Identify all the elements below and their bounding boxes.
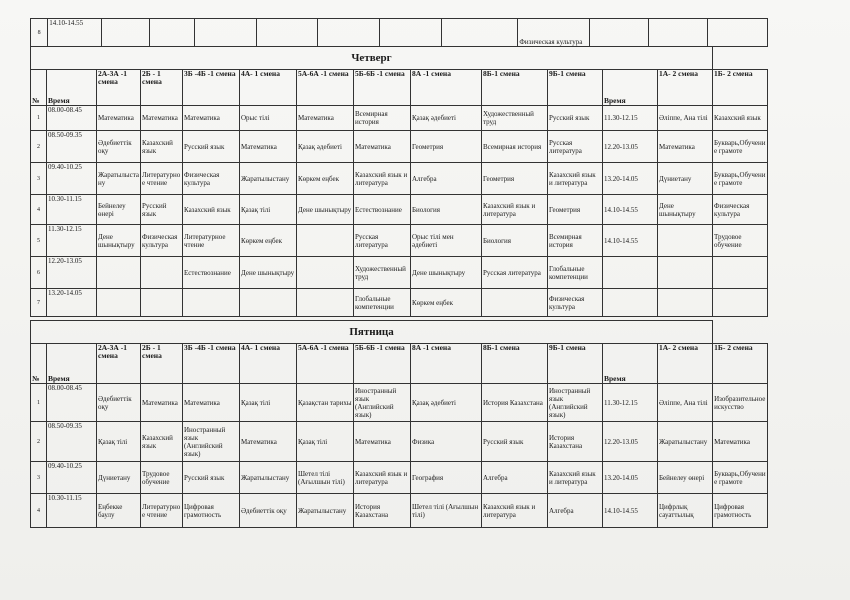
lesson-cell: Естествознание <box>354 195 411 225</box>
lesson-cell: Казахский язык и литература <box>548 163 603 195</box>
lesson-cell <box>297 289 354 317</box>
lesson-cell: Цифровая грамотность <box>183 494 240 528</box>
column-header-class: 2А-3А -1 смена <box>97 70 141 106</box>
lesson-cell <box>195 19 257 47</box>
lesson-cell: Қазақстан тарихы <box>297 384 354 422</box>
time-slot-second-shift: 14.10-14.55 <box>603 225 658 257</box>
lesson-cell: Всемирная история <box>548 225 603 257</box>
lesson-cell: Физическая культура <box>548 289 603 317</box>
row-number: 6 <box>31 257 47 289</box>
column-header-class: 2А-3А -1 смена <box>97 344 141 384</box>
lesson-cell <box>482 289 548 317</box>
lesson-cell <box>318 19 380 47</box>
lesson-cell: Казахский язык и литература <box>482 494 548 528</box>
lesson-cell: Әдебиеттік оқу <box>97 384 141 422</box>
row-number: 4 <box>31 494 47 528</box>
row-number: 1 <box>31 384 47 422</box>
lesson-cell: Геометрия <box>548 195 603 225</box>
time-slot-second-shift: 12.20-13.05 <box>603 131 658 163</box>
lesson-cell: Көркем еңбек <box>240 225 297 257</box>
table-row <box>31 195 768 225</box>
lesson-cell: Шетел тілі (Ағылшын тілі) <box>297 462 354 494</box>
lesson-cell: Физическая культура <box>518 19 589 47</box>
lesson-cell: Дене шынықтыру <box>297 195 354 225</box>
lesson-cell: Математика <box>354 422 411 462</box>
table-row <box>31 131 768 163</box>
lesson-cell: Глобальные компетенции <box>354 289 411 317</box>
lesson-cell <box>97 257 141 289</box>
lesson-cell: Геометрия <box>482 163 548 195</box>
lesson-cell: Математика <box>97 106 141 131</box>
day-title: Четверг <box>31 47 713 70</box>
lesson-cell: История Казахстана <box>354 494 411 528</box>
lesson-cell: Физическая культура <box>183 163 240 195</box>
time-slot-second-shift: 12.20-13.05 <box>603 422 658 462</box>
lesson-cell <box>297 257 354 289</box>
lesson-cell <box>97 289 141 317</box>
lesson-cell: История Казахстана <box>548 422 603 462</box>
time-slot: 14.10-14.55 <box>48 19 102 47</box>
lesson-cell-second-shift <box>713 289 768 317</box>
lesson-cell: Қазақ тілі <box>240 195 297 225</box>
table-row <box>31 225 768 257</box>
table-row <box>31 462 768 494</box>
lesson-cell-second-shift: Трудовое обучение <box>713 225 768 257</box>
table-row <box>31 257 768 289</box>
lesson-cell: Қазақ тілі <box>97 422 141 462</box>
lesson-cell: Жаратылыстану <box>240 462 297 494</box>
top-fragment-table <box>30 18 768 47</box>
column-header-number: № <box>31 70 47 106</box>
lesson-cell-second-shift: Казахский язык <box>713 106 768 131</box>
lesson-cell-second-shift: Цифровая грамотность <box>713 494 768 528</box>
column-header-class: 4А- 1 смена <box>240 344 297 384</box>
table-row <box>31 422 768 462</box>
lesson-cell <box>589 19 648 47</box>
column-header-number: № <box>31 344 47 384</box>
lesson-cell: Жаратылыстану <box>97 163 141 195</box>
lesson-cell <box>141 257 183 289</box>
thursday-table <box>30 46 768 317</box>
lesson-cell <box>141 289 183 317</box>
column-header-time: Время <box>47 344 97 384</box>
lesson-cell: Жаратылыстану <box>240 163 297 195</box>
lesson-cell-second-shift: Әліппе, Ана тілі <box>658 106 713 131</box>
lesson-cell: Иностранный язык (Английский язык) <box>548 384 603 422</box>
column-header-class: 2Б - 1 смена <box>141 344 183 384</box>
row-number: 2 <box>31 422 47 462</box>
lesson-cell: Казахский язык и литература <box>548 462 603 494</box>
column-header-class: 5Б-6Б -1 смена <box>354 70 411 106</box>
column-header-class: 9Б-1 смена <box>548 70 603 106</box>
row-number: 5 <box>31 225 47 257</box>
lesson-cell: Художественный труд <box>354 257 411 289</box>
lesson-cell: Қазақ тілі <box>240 384 297 422</box>
lesson-cell: Көркем еңбек <box>411 289 482 317</box>
row-number: 2 <box>31 131 47 163</box>
lesson-cell: Литературное чтение <box>141 494 183 528</box>
time-slot: 12.20-13.05 <box>47 257 97 289</box>
time-slot-second-shift: 14.10-14.55 <box>603 494 658 528</box>
lesson-cell: Казахский язык <box>141 422 183 462</box>
lesson-cell-second-shift: Дене шынықтыру <box>658 195 713 225</box>
lesson-cell: Алгебра <box>482 462 548 494</box>
column-header-class-second-shift: 1Б- 2 смена <box>713 344 768 384</box>
lesson-cell: Литературное чтение <box>183 225 240 257</box>
time-slot: 08.50-09.35 <box>47 131 97 163</box>
column-header-time-second-shift: Время <box>603 344 658 384</box>
row-number: 7 <box>31 289 47 317</box>
lesson-cell: Қазақ әдебиеті <box>411 384 482 422</box>
lesson-cell: История Казахстана <box>482 384 548 422</box>
lesson-cell-second-shift: Букварь,Обучение грамоте <box>713 131 768 163</box>
time-slot: 08.00-08.45 <box>47 106 97 131</box>
lesson-cell: Русская литература <box>482 257 548 289</box>
column-header-class: 5А-6А -1 смена <box>297 70 354 106</box>
lesson-cell: Русская литература <box>354 225 411 257</box>
lesson-cell: Әдебиеттік оқу <box>97 131 141 163</box>
lesson-cell: Казахский язык и литература <box>482 195 548 225</box>
lesson-cell <box>183 289 240 317</box>
column-header-time-second-shift: Время <box>603 70 658 106</box>
time-slot: 10.30-11.15 <box>47 195 97 225</box>
time-slot-second-shift: 11.30-12.15 <box>603 106 658 131</box>
lesson-cell: Алгебра <box>411 163 482 195</box>
lesson-cell <box>649 19 708 47</box>
lesson-cell: Русский язык <box>141 195 183 225</box>
column-header-class-second-shift: 1Б- 2 смена <box>713 70 768 106</box>
lesson-cell: Русский язык <box>482 422 548 462</box>
lesson-cell-second-shift: Жаратылыстану <box>658 422 713 462</box>
row-number: 3 <box>31 163 47 195</box>
column-header-class: 8Б-1 смена <box>482 70 548 106</box>
lesson-cell: Математика <box>354 131 411 163</box>
time-slot-second-shift <box>603 289 658 317</box>
lesson-cell-second-shift: Дүниетану <box>658 163 713 195</box>
lesson-cell: Трудовое обучение <box>141 462 183 494</box>
lesson-cell: Иностранный язык (Английский язык) <box>354 384 411 422</box>
lesson-cell: Қазақ тілі <box>297 422 354 462</box>
lesson-cell: Казахский язык <box>141 131 183 163</box>
lesson-cell: Бейнелеу өнері <box>97 195 141 225</box>
lesson-cell: Дүниетану <box>97 462 141 494</box>
time-slot-second-shift: 13.20-14.05 <box>603 163 658 195</box>
friday-table <box>30 320 768 528</box>
lesson-cell <box>297 225 354 257</box>
time-slot: 09.40-10.25 <box>47 163 97 195</box>
lesson-cell: Русская литература <box>548 131 603 163</box>
lesson-cell: Всемирная история <box>354 106 411 131</box>
header-row <box>31 70 768 106</box>
lesson-cell-second-shift: Әліппе, Ана тілі <box>658 384 713 422</box>
row-number: 4 <box>31 195 47 225</box>
lesson-cell: Математика <box>297 106 354 131</box>
row-number: 8 <box>31 19 48 47</box>
row-number: 1 <box>31 106 47 131</box>
lesson-cell: Казахский язык <box>183 195 240 225</box>
lesson-cell: Көркем еңбек <box>297 163 354 195</box>
lesson-cell-second-shift: Физическая культура <box>713 195 768 225</box>
lesson-cell <box>102 19 150 47</box>
lesson-cell: Алгебра <box>548 494 603 528</box>
lesson-cell: Орыс тілі мен әдебиеті <box>411 225 482 257</box>
time-slot: 08.50-09.35 <box>47 422 97 462</box>
lesson-cell <box>240 289 297 317</box>
column-header-time: Время <box>47 70 97 106</box>
lesson-cell: Геометрия <box>411 131 482 163</box>
time-slot: 10.30-11.15 <box>47 494 97 528</box>
table-row <box>31 106 768 131</box>
lesson-cell-second-shift: Букварь,Обучение грамоте <box>713 462 768 494</box>
table-row <box>31 384 768 422</box>
day-title-row <box>31 47 768 70</box>
table-row <box>31 163 768 195</box>
lesson-cell: Жаратылыстану <box>297 494 354 528</box>
table-row <box>31 289 768 317</box>
column-header-class: 8А -1 смена <box>411 344 482 384</box>
lesson-cell-second-shift <box>658 225 713 257</box>
time-slot-second-shift: 13.20-14.05 <box>603 462 658 494</box>
lesson-cell: Әдебиеттік оқу <box>240 494 297 528</box>
lesson-cell <box>149 19 194 47</box>
row-number: 3 <box>31 462 47 494</box>
lesson-cell: Қазақ әдебиеті <box>297 131 354 163</box>
lesson-cell: Литературное чтение <box>141 163 183 195</box>
time-slot: 08.00-08.45 <box>47 384 97 422</box>
column-header-class: 9Б-1 смена <box>548 344 603 384</box>
time-slot-second-shift: 14.10-14.55 <box>603 195 658 225</box>
lesson-cell-second-shift: Изобразительное искусство <box>713 384 768 422</box>
day-title-row <box>31 321 768 344</box>
lesson-cell: Художественный труд <box>482 106 548 131</box>
lesson-cell: Русский язык <box>183 131 240 163</box>
lesson-cell: Математика <box>240 131 297 163</box>
time-slot: 13.20-14.05 <box>47 289 97 317</box>
lesson-cell <box>708 19 768 47</box>
lesson-cell: Дене шынықтыру <box>97 225 141 257</box>
lesson-cell: Русский язык <box>548 106 603 131</box>
lesson-cell-second-shift <box>658 257 713 289</box>
lesson-cell: Иностранный язык (Английский язык) <box>183 422 240 462</box>
column-header-class: 4А- 1 смена <box>240 70 297 106</box>
lesson-cell: Қазақ әдебиеті <box>411 106 482 131</box>
lesson-cell: Дене шынықтыру <box>240 257 297 289</box>
lesson-cell: Физика <box>411 422 482 462</box>
lesson-cell: Русский язык <box>183 462 240 494</box>
lesson-cell: Естествознание <box>183 257 240 289</box>
time-slot-second-shift: 11.30-12.15 <box>603 384 658 422</box>
time-slot: 09.40-10.25 <box>47 462 97 494</box>
lesson-cell <box>441 19 518 47</box>
lesson-cell: Глобальные компетенции <box>548 257 603 289</box>
lesson-cell: Орыс тілі <box>240 106 297 131</box>
column-header-class: 5Б-6Б -1 смена <box>354 344 411 384</box>
lesson-cell: Математика <box>141 106 183 131</box>
lesson-cell: Еңбекке баулу <box>97 494 141 528</box>
lesson-cell-second-shift: Математика <box>658 131 713 163</box>
lesson-cell: Математика <box>183 384 240 422</box>
lesson-cell: Казахский язык и литература <box>354 462 411 494</box>
lesson-cell: Шетел тілі (Ағылшын тілі) <box>411 494 482 528</box>
column-header-class-second-shift: 1А- 2 смена <box>658 70 713 106</box>
table-row <box>31 494 768 528</box>
column-header-class: 5А-6А -1 смена <box>297 344 354 384</box>
lesson-cell-second-shift: Букварь,Обучение грамоте <box>713 163 768 195</box>
lesson-cell: Всемирная история <box>482 131 548 163</box>
lesson-cell: Дене шынықтыру <box>411 257 482 289</box>
column-header-class: 8Б-1 смена <box>482 344 548 384</box>
time-slot: 11.30-12.15 <box>47 225 97 257</box>
lesson-cell <box>256 19 318 47</box>
column-header-class: 3Б -4Б -1 смена <box>183 70 240 106</box>
column-header-class: 3Б -4Б -1 смена <box>183 344 240 384</box>
lesson-cell: Математика <box>141 384 183 422</box>
lesson-cell: География <box>411 462 482 494</box>
lesson-cell: Математика <box>240 422 297 462</box>
column-header-class: 2Б - 1 смена <box>141 70 183 106</box>
day-title: Пятница <box>31 321 713 344</box>
table-row <box>31 19 768 47</box>
lesson-cell-second-shift: Бейнелеу өнері <box>658 462 713 494</box>
lesson-cell: Казахский язык и литература <box>354 163 411 195</box>
lesson-cell <box>380 19 442 47</box>
lesson-cell: Физическая культура <box>141 225 183 257</box>
header-row <box>31 344 768 384</box>
lesson-cell-second-shift: Цифрлық сауаттылық <box>658 494 713 528</box>
lesson-cell: Биология <box>411 195 482 225</box>
lesson-cell: Биология <box>482 225 548 257</box>
column-header-class: 8А -1 смена <box>411 70 482 106</box>
time-slot-second-shift <box>603 257 658 289</box>
column-header-class-second-shift: 1А- 2 смена <box>658 344 713 384</box>
lesson-cell: Математика <box>183 106 240 131</box>
lesson-cell-second-shift <box>713 257 768 289</box>
lesson-cell-second-shift: Математика <box>713 422 768 462</box>
lesson-cell-second-shift <box>658 289 713 317</box>
